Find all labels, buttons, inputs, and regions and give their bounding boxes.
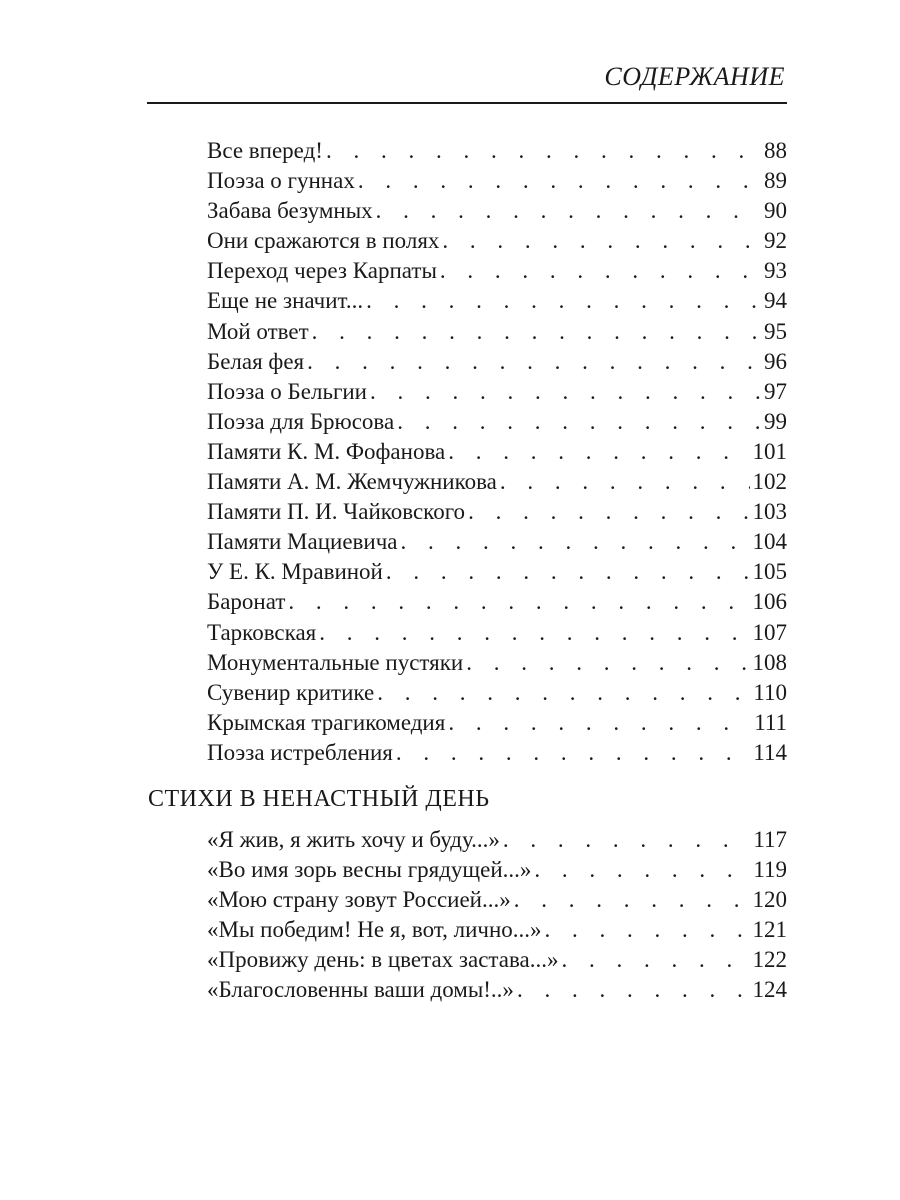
toc-entry-page: 90 (764, 198, 787, 224)
toc-entry-title: Памяти П. И. Чайковского (207, 499, 466, 525)
dot-leader (377, 678, 750, 708)
toc-entry-title: Памяти К. М. Фофанова (207, 438, 446, 464)
toc-entry-page: 110 (753, 679, 787, 705)
toc-entry (207, 855, 787, 885)
toc-entry-title: «Провижу день: в цветах застава...» (207, 947, 559, 973)
toc-entry-title: Тарковская (207, 619, 317, 645)
toc-entry (207, 587, 787, 617)
toc-entry-page: 101 (752, 438, 787, 464)
dot-leader (468, 497, 749, 527)
toc-entry (207, 226, 787, 256)
toc-entry-page: 89 (764, 168, 787, 194)
toc-entry-title: Еще не значит... (207, 288, 364, 314)
dot-leader (448, 437, 749, 467)
toc-entry (207, 825, 787, 855)
toc-entry (207, 708, 787, 738)
toc-entry-title: Крымская трагикомедия (207, 709, 446, 735)
dot-leader (401, 527, 750, 557)
toc-entry (207, 738, 787, 768)
dot-leader (561, 945, 749, 975)
toc-entry (207, 975, 787, 1005)
toc-entry-page: 120 (752, 887, 787, 913)
dot-leader (326, 136, 761, 166)
toc-entry-title: Белая фея (207, 348, 305, 374)
section-heading: СТИХИ В НЕНАСТНЫЙ ДЕНЬ (148, 786, 490, 812)
dot-leader (545, 915, 750, 945)
toc-entry-title: «Мою страну зовут Россией...» (207, 887, 511, 913)
toc-entry (207, 527, 787, 557)
dot-leader (503, 825, 750, 855)
dot-leader (396, 738, 750, 768)
toc-entry-title: «Благословенны ваши домы!..» (207, 977, 514, 1003)
toc-entry (207, 678, 787, 708)
header-title: СОДЕРЖАНИЕ (604, 62, 785, 91)
toc-entry-title: Памяти Мациевича (207, 529, 398, 555)
toc-entry-title: «Мы победим! Не я, вот, лично...» (207, 917, 542, 943)
dot-leader (307, 347, 761, 377)
toc-entry-page: 103 (752, 499, 787, 525)
toc-entry-title: Памяти А. М. Жемчужникова (207, 469, 497, 495)
toc-entry (207, 286, 787, 316)
toc-entry (207, 437, 787, 467)
toc-entry (207, 196, 787, 226)
dot-leader (319, 618, 749, 648)
toc-entry-title: Монументальные пустяки (207, 649, 464, 675)
toc-entry-title: Поэза о гуннах (207, 168, 355, 194)
dot-leader (358, 166, 761, 196)
toc-entry-title: Поэза для Брюсова (207, 408, 395, 434)
toc-entry-title: «Я жив, я жить хочу и буду...» (207, 827, 500, 852)
dot-leader (466, 648, 749, 678)
toc-entry-page: 96 (764, 348, 787, 374)
toc-entry-title: Мой ответ (207, 318, 309, 344)
toc-entry-page: 105 (752, 559, 787, 585)
dot-leader (534, 855, 750, 885)
page-header (147, 62, 787, 104)
toc-entry (207, 648, 787, 678)
toc-entry (207, 467, 787, 497)
dot-leader (366, 286, 761, 316)
toc-entry-page: 97 (764, 378, 787, 404)
dot-leader (312, 317, 761, 347)
toc-entry-page: 111 (754, 709, 787, 735)
dot-leader (517, 975, 750, 1005)
toc-entry (207, 497, 787, 527)
dot-leader (514, 885, 750, 915)
toc-entry (207, 618, 787, 648)
toc-entry-title: Забава безумных (207, 198, 373, 224)
dot-leader (448, 708, 751, 738)
dot-leader (442, 226, 761, 256)
dot-leader (288, 587, 749, 617)
toc-entry-page: 88 (764, 138, 787, 163)
toc-entry (207, 136, 787, 166)
toc-entry (207, 256, 787, 286)
toc-entry-title: Все вперед! (207, 138, 323, 163)
toc-entry-title: Переход через Карпаты (207, 258, 437, 284)
toc-entry-page: 95 (764, 318, 787, 344)
toc-entry-page: 107 (752, 619, 787, 645)
toc-entry-title: «Во имя зорь весны грядущей...» (207, 857, 532, 883)
toc-entry (207, 317, 787, 347)
toc-entry (207, 945, 787, 975)
toc-list-section2 (207, 825, 787, 1006)
toc-entry-page: 94 (764, 288, 787, 314)
toc-entry-page: 121 (752, 917, 787, 943)
toc-entry (207, 347, 787, 377)
toc-entry-page: 102 (752, 469, 787, 495)
toc-entry (207, 407, 787, 437)
toc-entry-page: 124 (752, 977, 787, 1003)
toc-entry-page: 119 (753, 857, 787, 883)
toc-entry (207, 885, 787, 915)
toc-entry-title: Они сражаются в полях (207, 228, 440, 254)
toc-entry (207, 377, 787, 407)
toc-entry-page: 104 (752, 529, 787, 555)
dot-leader (500, 467, 750, 497)
dot-leader (397, 407, 761, 437)
toc-list (207, 136, 787, 768)
toc-entry-page: 108 (752, 649, 787, 675)
toc-entry-page: 99 (764, 408, 787, 434)
toc-entry-page: 93 (764, 258, 787, 284)
toc-entry-title: Поэза о Бельгии (207, 378, 367, 404)
toc-entry (207, 915, 787, 945)
toc-entry (207, 166, 787, 196)
toc-entry-page: 114 (753, 739, 787, 765)
toc-entry-page: 122 (752, 947, 787, 973)
toc-entry-page: 106 (752, 589, 787, 615)
toc-entry-title: Сувенир критике (207, 679, 375, 705)
toc-entry-title: Баронат (207, 589, 286, 615)
dot-leader (370, 377, 761, 407)
toc-entry-page: 92 (764, 228, 787, 254)
dot-leader (376, 196, 761, 226)
toc-entry-page: 117 (753, 827, 787, 852)
toc-entry (207, 557, 787, 587)
dot-leader (386, 557, 750, 587)
toc-entry-title: Поэза истребления (207, 739, 393, 765)
dot-leader (440, 256, 761, 286)
toc-entry-title: У Е. К. Мравиной (207, 559, 383, 585)
